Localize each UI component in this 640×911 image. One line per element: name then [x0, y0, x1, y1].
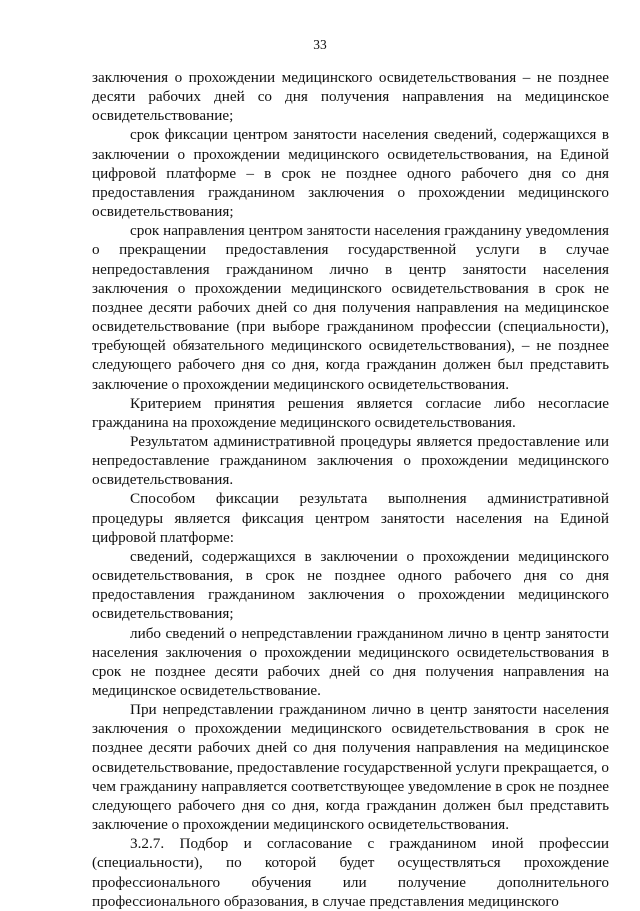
- paragraph-2: срок фиксации центром занятости населения сведений, содержащихся в заключении о прохождении медицинского освидетельствования, на Единой цифровой платформе – в срок не позднее одного рабочего дня со дня предоставления гражданином заключения о прохождении медицинского освидетельствования;: [92, 126, 609, 221]
- paragraph-9: При непредставлении гражданином лично в центр занятости населения заключения о прохождении медицинского освидетельствования в срок не позднее десяти рабочих дней со дня получения направления на медицинское освидетельствование, предоставление государственной услуги прекращается, о чем гражданину направляется соответствующее уведомление в срок не позднее следующего рабочего дня со дня, когда гражданин должен был представить заключение о прохождении медицинского освидетельствования.: [92, 701, 609, 834]
- paragraph-1: заключения о прохождении медицинского освидетельствования – не позднее десяти рабочих дней со дня получения направления на медицинское освидетельствование;: [92, 69, 609, 125]
- document-body: [92, 68, 609, 911]
- paragraph-10: 3.2.7. Подбор и согласование с гражданином иной профессии (специальности), по которой будет осуществляться прохождение профессионального обучения или получение дополнительного профессионального образования, в случае представления медицинского: [92, 835, 609, 910]
- paragraph-3: срок направления центром занятости населения гражданину уведомления о прекращении предоставления государственной услуги в случае непредоставления гражданином лично в центр занятости населения заключения о прохождении медицинского освидетельствования в срок не позднее десяти рабочих дней со дня получения направления на медицинское освидетельствование (при выборе гражданином профессии (специальности), требующей обязательного медицинского освидетельствования), – не позднее следующего рабочего дня со дня, когда гражданин должен был представить заключение о прохождении медицинского освидетельствования.: [92, 222, 609, 393]
- paragraph-8: либо сведений о непредставлении гражданином лично в центр занятости населения заключения о прохождении медицинского освидетельствования в срок не позднее десяти рабочих дней со дня получения направления на медицинское освидетельствование.: [92, 624, 609, 699]
- paragraph-4: Критерием принятия решения является согласие либо несогласие гражданина на прохождение медицинского освидетельствования.: [92, 394, 609, 431]
- paragraph-6: Способом фиксации результата выполнения административной процедуры является фиксация центром занятости населения на Единой цифровой платформе:: [92, 490, 609, 546]
- page-number: 33: [313, 37, 327, 52]
- paragraph-7: сведений, содержащихся в заключении о прохождении медицинского освидетельствования, в срок не позднее одного рабочего дня со дня предоставления гражданином заключения о прохождении медицинского освидетельствования;: [92, 547, 609, 623]
- paragraph-5: Результатом административной процедуры является предоставление или непредоставление гражданином заключения о прохождении медицинского освидетельствования.: [92, 432, 609, 489]
